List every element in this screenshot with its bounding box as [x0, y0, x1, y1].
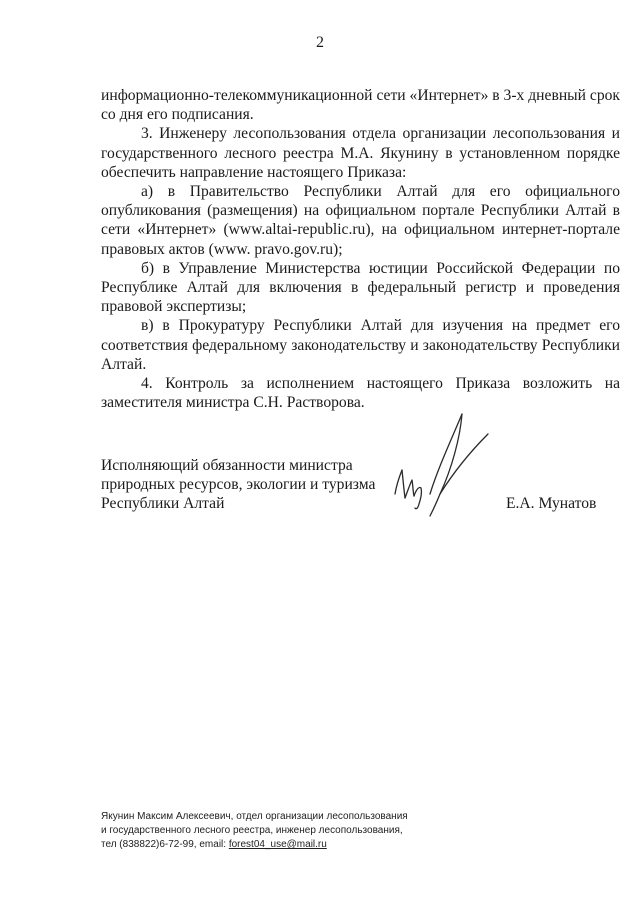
executor-line: Якунин Максим Алексеевич, отдел организации лесопользования: [101, 811, 408, 822]
paragraph-subitem-b: б) в Управление Министерства юстиции Российской Федерации по Республике Алтай для включения в федеральный регистр и проведения правовой экспертизы;: [101, 259, 620, 316]
executor-line: и государственного лесного реестра, инженер лесопользования,: [101, 825, 403, 836]
document-body: [101, 86, 620, 412]
handwritten-signature: [388, 408, 498, 520]
page-number: 2: [316, 34, 324, 51]
executor-contact-line: [101, 838, 408, 852]
phone-text: тел (838822)6-72-99, email:: [101, 839, 229, 850]
email-link[interactable]: forest04_use@mail.ru: [228, 839, 327, 850]
paragraph-continuation: информационно-телекоммуникационной сети «Интернет» в 3-х дневный срок со дня его подписания.: [101, 87, 620, 124]
executor-contact: [101, 810, 408, 852]
signatory-title-line: Исполняющий обязанности министра: [101, 457, 353, 474]
signer-name: Е.А. Мунатов: [506, 495, 597, 512]
paragraph-item-3: 3. Инженеру лесопользования отдела организации лесопользования и государственного лесного реестра М.А. Якунину в установленном порядке обеспечить направление настоящего Приказа:: [101, 125, 620, 181]
paragraph-item-4: 4. Контроль за исполнением настоящего Приказа возложить на заместителя министра С.Н. Растворова.: [101, 375, 620, 412]
paragraph-subitem-v: в) в Прокуратуру Республики Алтай для изучения на предмет его соответствия федеральному законодательству и законодательству Республики Алтай.: [101, 317, 620, 373]
signatory-title-line: природных ресурсов, экологии и туризма: [101, 476, 376, 493]
signatory-title-line: Республики Алтай: [101, 495, 225, 512]
signatory-title: [101, 456, 375, 513]
paragraph-subitem-a: а) в Правительство Республики Алтай для его официального опубликования (размещения) на официальном портале Республики Алтай в сети «Интернет» (www.altai-republic.ru), на официальном интернет-портале правовых актов (www. pravo.gov.ru);: [101, 183, 620, 258]
